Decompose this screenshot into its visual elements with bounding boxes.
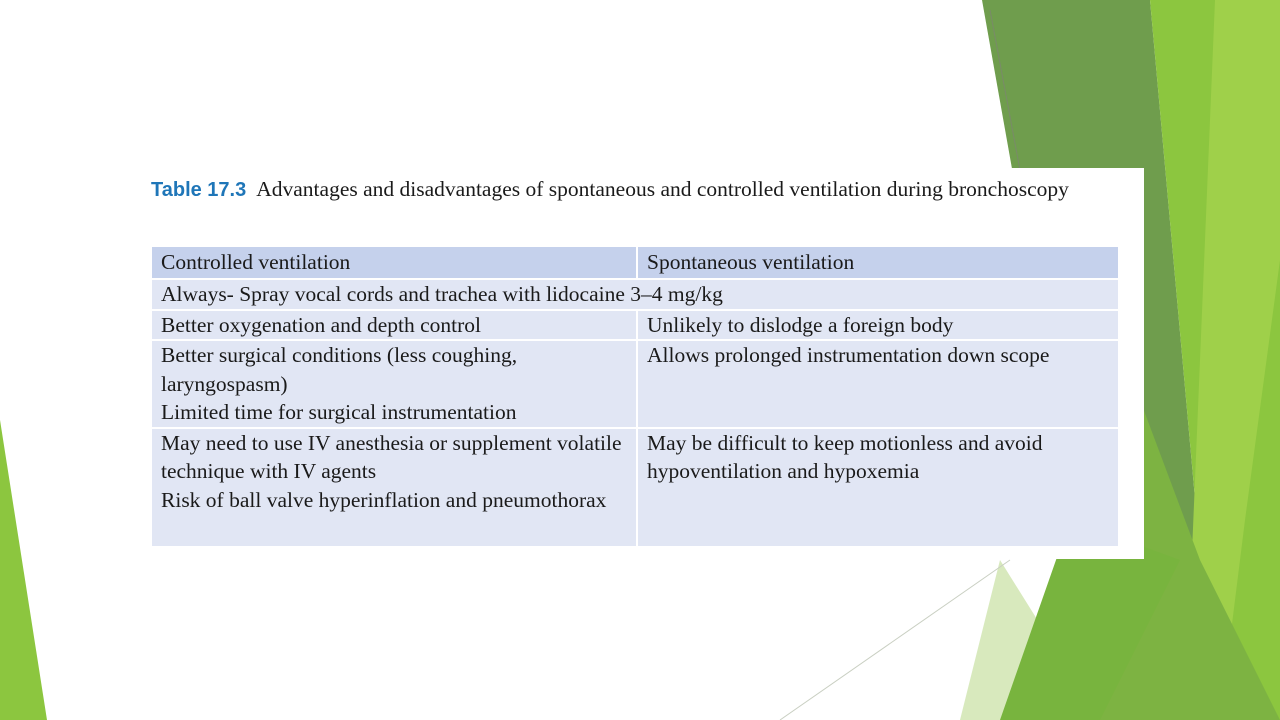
cell-line: May be difficult to keep motionless and avoid hypoventilation and hypoxemia <box>647 430 1043 483</box>
spontaneous-cell <box>637 310 1119 341</box>
controlled-cell <box>151 340 637 428</box>
table-row <box>151 340 1119 428</box>
header-spontaneous-ventilation: Spontaneous ventilation <box>637 246 1119 279</box>
table-row <box>151 428 1119 547</box>
spontaneous-cell <box>637 340 1119 428</box>
table-caption-text: Advantages and disadvantages of spontaneous and controlled ventilation during bronchoscopy <box>256 177 1069 201</box>
controlled-cell <box>151 428 637 547</box>
cell-line: Unlikely to dislodge a foreign body <box>647 312 954 337</box>
ventilation-comparison-table <box>150 245 1120 548</box>
table-row-always <box>151 279 1119 310</box>
cell-line: May need to use IV anesthesia or supplement volatile technique with IV agents <box>161 430 622 483</box>
always-row-cell: Always- Spray vocal cords and trachea with lidocaine 3–4 mg/kg <box>151 279 1119 310</box>
cell-line: Better oxygenation and depth control <box>161 312 482 337</box>
table-header-row <box>151 246 1119 279</box>
table-caption-label: Table 17.3 <box>151 179 247 201</box>
cell-line: Better surgical conditions (less coughing, laryngospasm) <box>161 343 518 396</box>
left-green-shape <box>0 420 47 720</box>
cell-line: Risk of ball valve hyperinflation and pneumothorax <box>161 487 607 512</box>
header-controlled-ventilation: Controlled ventilation <box>151 246 637 279</box>
table-caption <box>151 174 1117 205</box>
spontaneous-cell <box>637 428 1119 547</box>
table-row <box>151 310 1119 341</box>
cell-line: Allows prolonged instrumentation down scope <box>647 343 1050 367</box>
controlled-cell <box>151 310 637 341</box>
cell-line: Limited time for surgical instrumentation <box>161 400 517 424</box>
